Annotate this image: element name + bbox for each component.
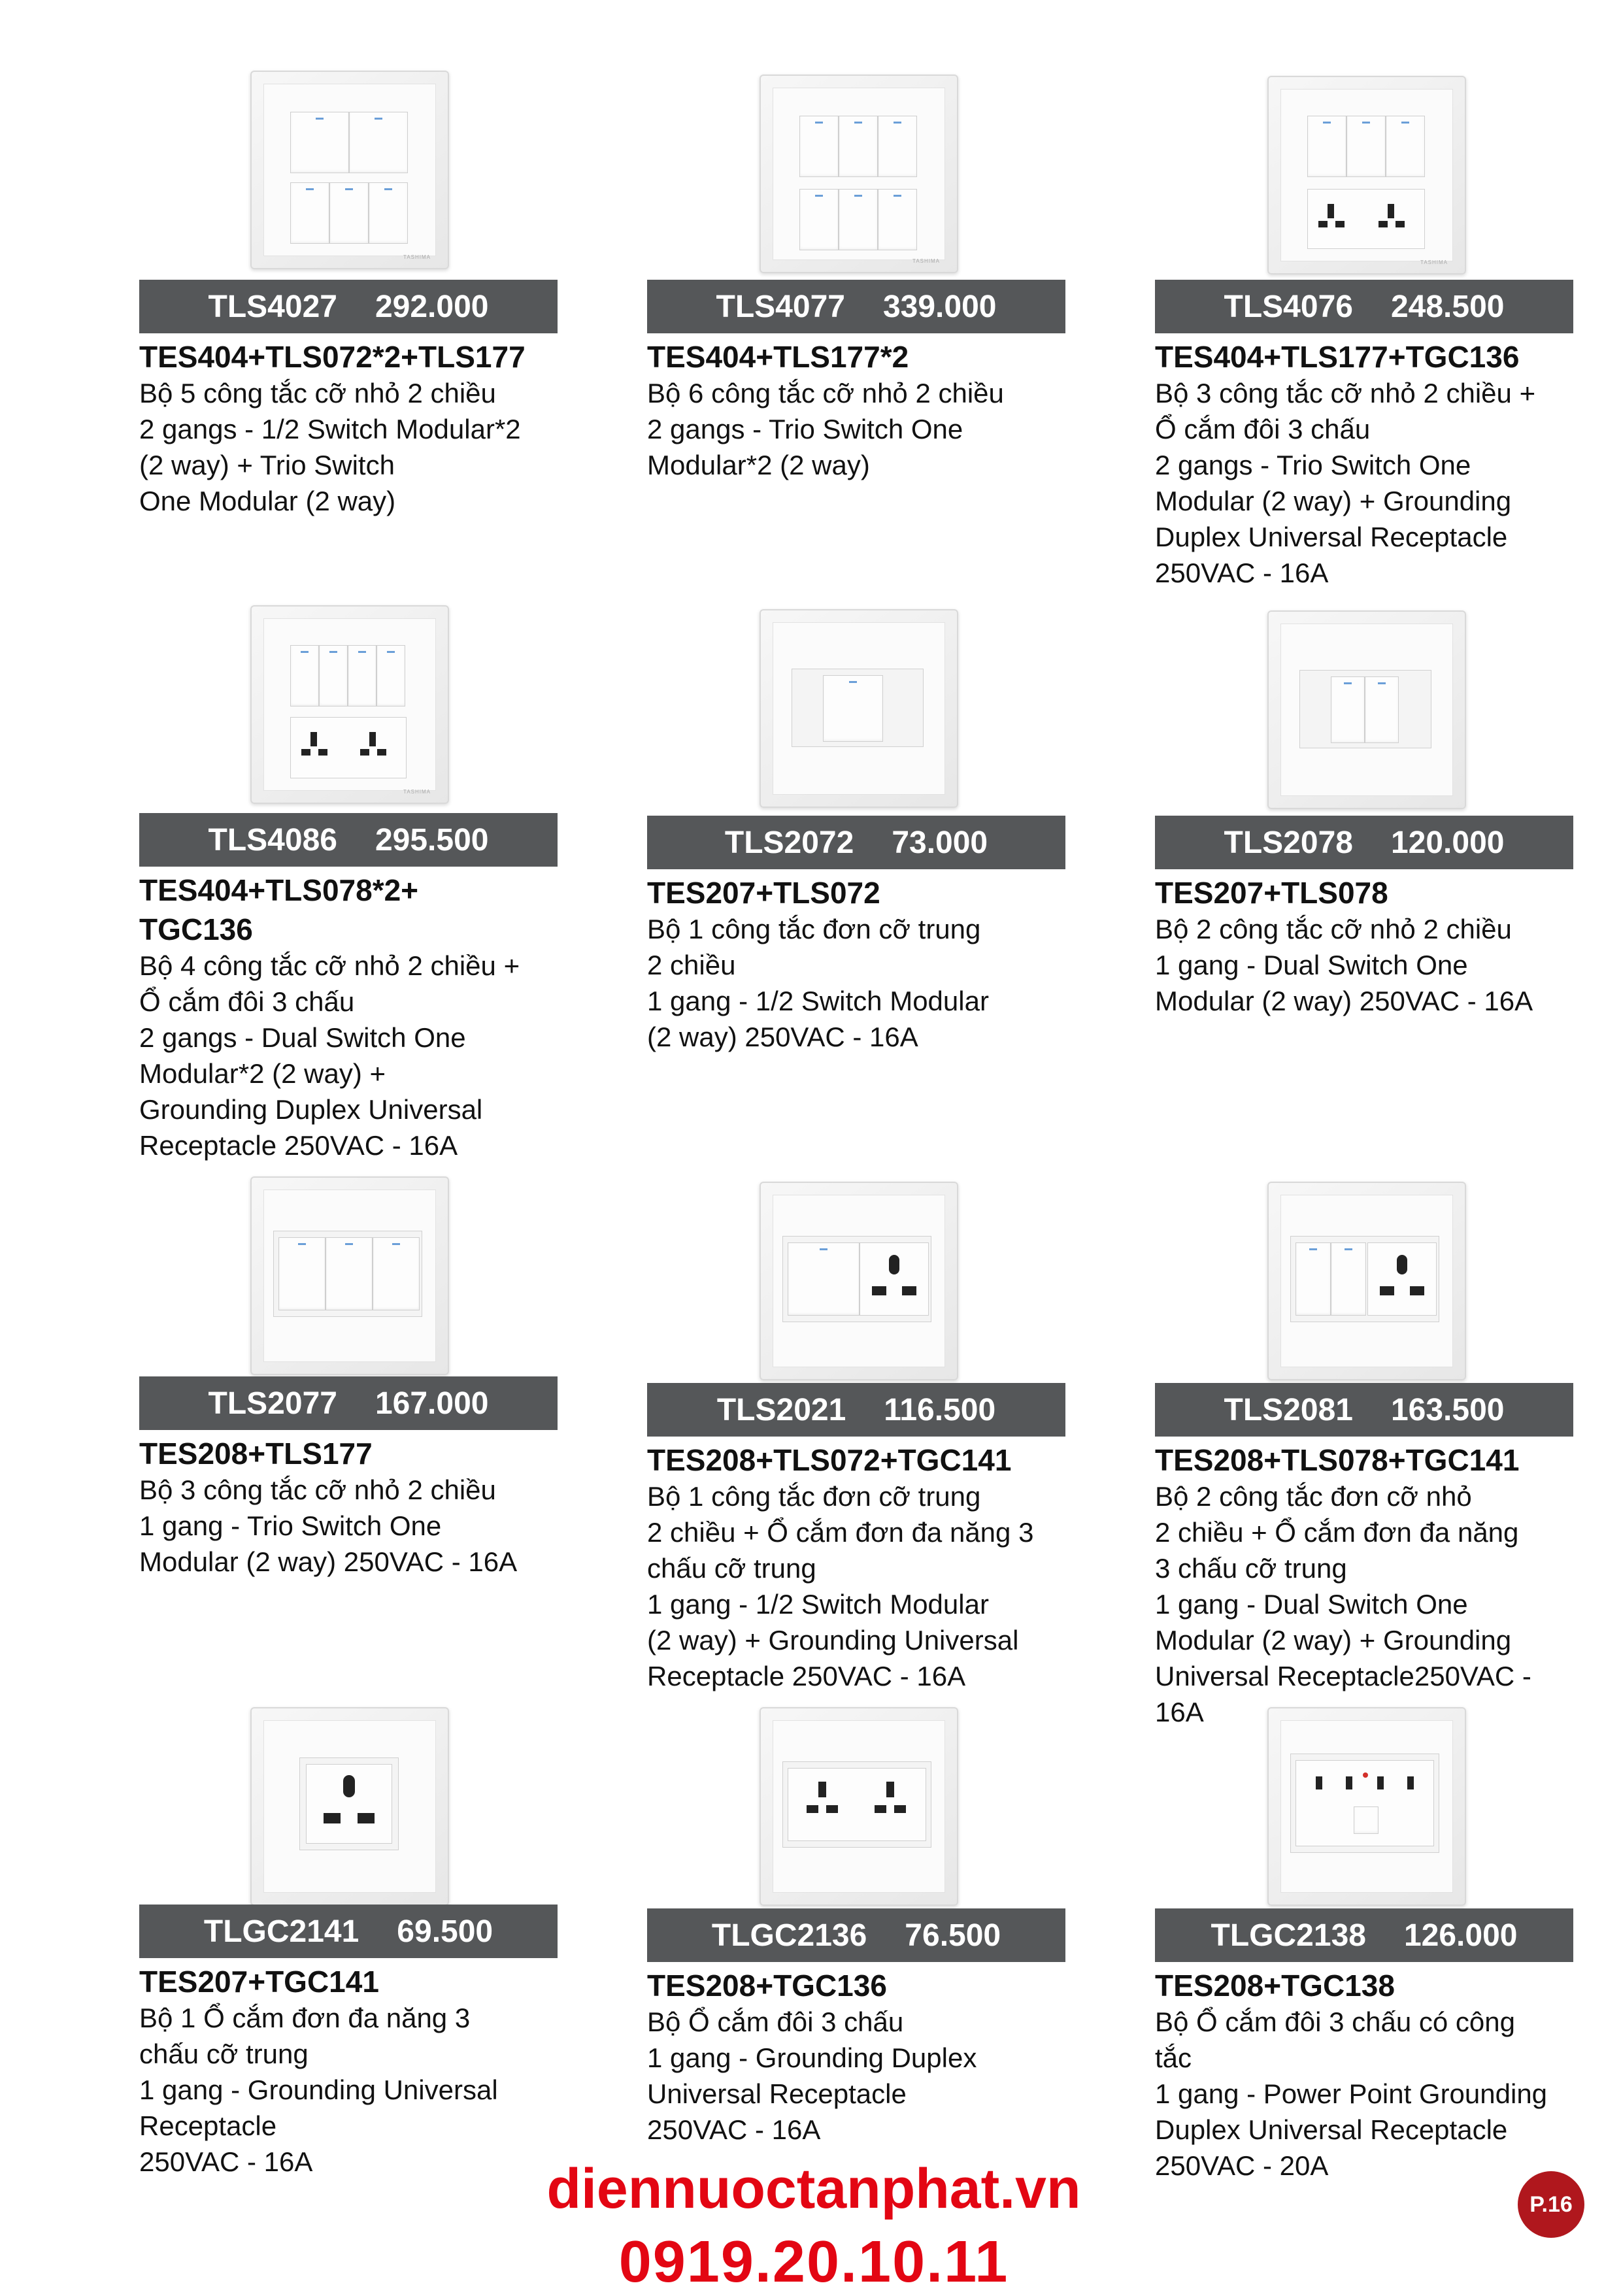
product-photo (760, 1707, 958, 1906)
product-price: 295.500 (375, 822, 489, 857)
product-price: 167.000 (375, 1386, 489, 1421)
price-bar (1155, 1383, 1573, 1437)
product-model: TES208+TLS072+TGC141 (647, 1443, 1012, 1477)
product-price: 292.000 (375, 289, 489, 324)
product-description: Bộ Ổ cắm đôi 3 chấu có công tắc 1 gang - Power Point Grounding Duplex Universal Receptacle 250VAC - 20A (1155, 2006, 1548, 2181)
product-model: TES207+TGC141 (139, 1965, 379, 1999)
product-description: Bộ 2 công tắc cỡ nhỏ 2 chiều 1 gang - Dual Switch One Modular (2 way) 250VAC - 16A (1155, 914, 1533, 1016)
product-description: Bộ 5 công tắc cỡ nhỏ 2 chiều 2 gangs - 1/2 Switch Modular*2 (2 way) + Trio Switch One Modular (2 way) (139, 378, 521, 516)
product-card (1155, 1182, 1613, 1727)
footer-phone: 0919.20.10.11 (618, 2229, 1009, 2295)
product-code: TLGC2136 (711, 1918, 867, 1953)
price-bar (647, 280, 1065, 333)
footer-website: diennuoctanphat.vn (546, 2157, 1081, 2220)
price-bar (647, 1908, 1065, 1962)
product-price: 248.500 (1390, 289, 1505, 324)
product-card (647, 75, 1105, 610)
product-card (1155, 1707, 1613, 2243)
product-price: 73.000 (892, 825, 988, 860)
product-card (139, 71, 597, 607)
product-card (647, 1182, 1105, 1718)
product-photo (760, 75, 958, 273)
product-description: Bộ 3 công tắc cỡ nhỏ 2 chiều 1 gang - Trio Switch One Modular (2 way) 250VAC - 16A (139, 1474, 518, 1577)
product-card (647, 609, 1105, 1145)
product-model: TES207+TLS072 (647, 876, 880, 910)
page-number-badge: P.16 (1518, 2171, 1584, 2238)
product-code: TLS4077 (716, 289, 845, 324)
product-model: TES208+TGC136 (647, 1969, 887, 2003)
product-price: 69.500 (397, 1914, 493, 1949)
product-code: TLS2078 (1224, 825, 1353, 860)
price-bar (647, 816, 1065, 869)
product-price: 76.500 (905, 1918, 1001, 1953)
product-price: 120.000 (1390, 825, 1505, 860)
price-bar (139, 813, 558, 867)
product-code: TLGC2141 (203, 1914, 359, 1949)
product-price: 163.500 (1390, 1392, 1505, 1427)
product-model: TES208+TGC138 (1155, 1969, 1395, 2003)
product-description: Bộ 1 Ổ cắm đơn đa năng 3 chấu cỡ trung 1 gang - Grounding Universal Receptacle 250VAC - 16A (139, 2003, 498, 2177)
product-code: TLGC2138 (1211, 1918, 1366, 1953)
product-photo (1267, 1182, 1466, 1380)
product-code: TLS2077 (208, 1386, 337, 1421)
product-photo (1267, 610, 1466, 809)
price-bar (1155, 1908, 1573, 1962)
price-bar (139, 1376, 558, 1430)
brand-mark: TASHIMA (403, 789, 431, 795)
product-photo (250, 1176, 449, 1375)
product-model: TES208+TLS177 (139, 1437, 373, 1471)
product-photo (250, 605, 449, 804)
product-description: Bộ 4 công tắc cỡ nhỏ 2 chiều + Ổ cắm đôi 3 chấu 2 gangs - Dual Switch One Modular*2 (2 way) + Grounding Duplex Universal Receptacle 250VAC - 16A (139, 950, 520, 1161)
product-card (1155, 610, 1613, 1146)
product-description: Bộ 6 công tắc cỡ nhỏ 2 chiều 2 gangs - Trio Switch One Modular*2 (2 way) (647, 378, 1004, 480)
brand-mark: TASHIMA (912, 258, 940, 264)
price-bar (1155, 280, 1573, 333)
product-description: Bộ Ổ cắm đôi 3 chấu 1 gang - Grounding Duplex Universal Receptacle 250VAC - 16A (647, 2006, 977, 2145)
product-model: TES404+TLS078*2+ TGC136 (139, 873, 419, 946)
product-code: TLS4076 (1224, 289, 1353, 324)
product-card (1155, 76, 1613, 612)
product-photo (1267, 1707, 1466, 1906)
price-bar (1155, 816, 1573, 869)
product-photo (1267, 76, 1466, 275)
product-code: TLS2081 (1224, 1392, 1353, 1427)
product-description: Bộ 1 công tắc đơn cỡ trung 2 chiều + Ổ cắm đơn đa năng 3 chấu cỡ trung 1 gang - 1/2 Switch Modular (2 way) + Grounding Universal Receptacle 250VAC - 16A (647, 1481, 1034, 1691)
product-photo (760, 1182, 958, 1380)
product-price: 116.500 (884, 1392, 996, 1427)
product-description: Bộ 2 công tắc đơn cỡ nhỏ 2 chiều + Ổ cắm đơn đa năng 3 chấu cỡ trung 1 gang - Dual Switch One Modular (2 way) + Grounding Universal Receptacle250VAC - 16A (1155, 1481, 1531, 1727)
product-description: Bộ 1 công tắc đơn cỡ trung 2 chiều 1 gang - 1/2 Switch Modular (2 way) 250VAC - 16A (647, 914, 989, 1052)
brand-mark: TASHIMA (403, 254, 431, 260)
product-photo (250, 71, 449, 269)
product-model: TES207+TLS078 (1155, 876, 1388, 910)
price-bar (139, 280, 558, 333)
product-model: TES404+TLS072*2+TLS177 (139, 340, 526, 374)
product-code: TLS4027 (208, 289, 337, 324)
product-card (139, 1176, 597, 1712)
brand-mark: TASHIMA (1420, 259, 1448, 265)
product-model: TES404+TLS177+TGC136 (1155, 340, 1520, 374)
product-price: 126.000 (1403, 1918, 1518, 1953)
product-code: TLS4086 (208, 822, 337, 857)
product-photo (250, 1707, 449, 1906)
price-bar (139, 1905, 558, 1958)
product-price: 339.000 (882, 289, 997, 324)
product-photo (760, 609, 958, 808)
product-code: TLS2072 (724, 825, 854, 860)
price-bar (647, 1383, 1065, 1437)
product-card (139, 605, 597, 1161)
product-model: TES404+TLS177*2 (647, 340, 909, 374)
product-description: Bộ 3 công tắc cỡ nhỏ 2 chiều + Ổ cắm đôi 3 chấu 2 gangs - Trio Switch One Modular (2 way) + Grounding Duplex Universal Receptacle 250VAC - 16A (1155, 378, 1536, 588)
product-model: TES208+TLS078+TGC141 (1155, 1443, 1520, 1477)
product-code: TLS2021 (716, 1392, 846, 1427)
